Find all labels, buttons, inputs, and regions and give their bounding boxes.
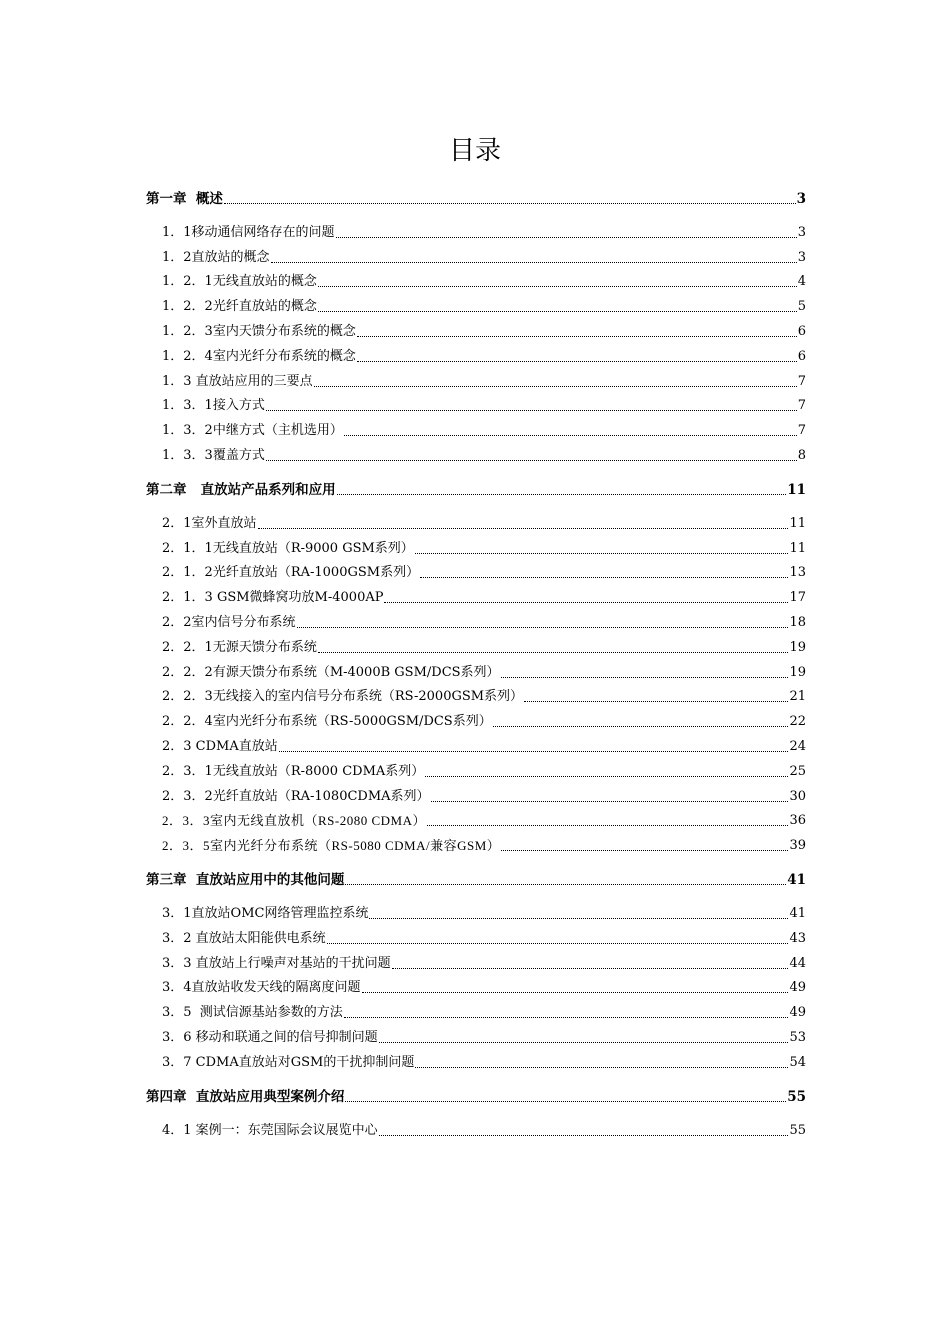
toc-page-number: 7: [797, 398, 806, 414]
toc-section-entry[interactable]: [146, 972, 806, 997]
toc-entry-label: 2．1．1无线直放站（R-9000 GSM系列）: [162, 540, 414, 556]
toc-dot-leader: [344, 434, 797, 436]
toc-page-number: 18: [789, 614, 806, 630]
toc-page-number: 55: [789, 1122, 806, 1138]
toc-section-entry[interactable]: [146, 755, 806, 780]
toc-dot-leader: [258, 527, 789, 529]
toc-entry-label: 第三章 直放站应用中的其他问题: [146, 872, 345, 889]
toc-entry-label: 1．2直放站的概念: [162, 249, 270, 265]
toc-page-number: 54: [789, 1054, 806, 1070]
toc-entry-label: 1．3．2中继方式（主机选用）: [162, 423, 343, 439]
toc-dot-leader: [327, 942, 789, 944]
toc-entry-label: 1．2．2光纤直放站的概念: [162, 299, 317, 315]
toc-chapter-entry[interactable]: [146, 863, 806, 888]
toc-dot-leader: [279, 750, 789, 752]
toc-section-entry[interactable]: [146, 656, 806, 681]
toc-section-entry[interactable]: [146, 780, 806, 805]
toc-entry-label: 1．2．3室内天馈分布系统的概念: [162, 323, 356, 339]
toc-dot-leader: [379, 1134, 789, 1136]
toc-entry-label: 2．1．3 GSM微蜂窝功放M-4000AP: [162, 590, 384, 606]
toc-entry-label: 1．2．1无线直放站的概念: [162, 274, 317, 290]
toc-dot-leader: [271, 261, 797, 263]
toc-section-entry[interactable]: [146, 532, 806, 557]
toc-chapter-entry[interactable]: [146, 473, 806, 498]
toc-chapter-entry[interactable]: [146, 1080, 806, 1105]
toc-entry-label: 3．7 CDMA直放站对GSM的干扰抑制问题: [162, 1054, 415, 1070]
toc-page-number: 19: [789, 664, 806, 680]
toc-section-entry[interactable]: [146, 315, 806, 340]
toc-dot-leader: [420, 576, 788, 578]
toc-page-number: 22: [789, 714, 806, 730]
toc-chapter-entry[interactable]: [146, 182, 806, 207]
toc-dot-leader: [345, 1100, 786, 1102]
toc-section-entry[interactable]: [146, 266, 806, 291]
toc-section-entry[interactable]: [146, 805, 806, 830]
toc-section-entry[interactable]: [146, 897, 806, 922]
toc-page-number: 49: [789, 1005, 806, 1021]
toc-dot-leader: [392, 967, 789, 969]
toc-entry-label: 1．2．4室内光纤分布系统的概念: [162, 348, 356, 364]
toc-dot-leader: [524, 700, 788, 702]
toc-dot-leader: [266, 409, 797, 411]
toc-page-number: 3: [797, 249, 806, 265]
toc-entry-label: 2．2．2有源天馈分布系统（M-4000B GSM/DCS系列）: [162, 664, 500, 680]
toc-dot-leader: [369, 917, 788, 919]
toc-entry-label: 第四章 直放站应用典型案例介绍: [146, 1088, 345, 1105]
toc-entry-label: 1．3．1接入方式: [162, 398, 265, 414]
table-of-contents: [146, 182, 806, 1139]
toc-page-number: 24: [789, 738, 806, 754]
toc-page-number: 36: [789, 813, 806, 829]
toc-dot-leader: [427, 824, 788, 826]
toc-dot-leader: [493, 725, 789, 727]
toc-dot-leader: [318, 310, 797, 312]
toc-section-entry[interactable]: [146, 1046, 806, 1071]
toc-dot-leader: [379, 1041, 789, 1043]
toc-entry-label: 2．2．1无源天馈分布系统: [162, 639, 317, 655]
toc-page-number: 4: [797, 274, 806, 290]
toc-entry-label: 2．2室内信号分布系统: [162, 614, 296, 630]
toc-entry-label: 2．3．2光纤直放站（RA-1080CDMA系列）: [162, 788, 430, 804]
toc-entry-label: 2．1．2光纤直放站（RA-1000GSM系列）: [162, 565, 420, 581]
toc-dot-leader: [336, 236, 797, 238]
toc-entry-label: 1．1移动通信网络存在的问题: [162, 224, 335, 240]
toc-page-number: 41: [787, 872, 806, 889]
toc-section-entry[interactable]: [146, 365, 806, 390]
toc-dot-leader: [318, 651, 789, 653]
toc-section-entry[interactable]: [146, 705, 806, 730]
toc-entry-label: 3．4直放站收发天线的隔离度问题: [162, 980, 361, 996]
toc-entry-label: 2．3．3室内无线直放机（RS-2080 CDMA）: [162, 813, 426, 829]
toc-section-entry[interactable]: [146, 829, 806, 854]
toc-page-number: 49: [789, 980, 806, 996]
toc-entry-label: 2．2．4室内光纤分布系统（RS-5000GSM/DCS系列）: [162, 714, 492, 730]
toc-section-entry[interactable]: [146, 631, 806, 656]
toc-page-number: 25: [789, 763, 806, 779]
toc-dot-leader: [501, 849, 788, 851]
toc-page-number: 3: [797, 224, 806, 240]
toc-page-number: 11: [787, 481, 806, 498]
toc-entry-label: 3．3 直放站上行噪声对基站的干扰问题: [162, 955, 391, 971]
toc-entry-label: 2．2．3无线接入的室内信号分布系统（RS-2000GSM系列）: [162, 689, 524, 705]
toc-entry-label: 4．1 案例一：东莞国际会议展览中心: [162, 1122, 378, 1138]
toc-section-entry[interactable]: [146, 507, 806, 532]
toc-dot-leader: [362, 991, 789, 993]
toc-dot-leader: [344, 1016, 789, 1018]
toc-page-number: 21: [789, 689, 806, 705]
toc-page-number: 3: [796, 191, 806, 207]
toc-dot-leader: [501, 676, 789, 678]
toc-dot-leader: [337, 493, 787, 495]
toc-entry-label: 1．3．3覆盖方式: [162, 447, 265, 463]
toc-page-number: 8: [797, 447, 806, 463]
toc-dot-leader: [314, 385, 797, 387]
toc-entry-label: 3．1直放站OMC网络管理监控系统: [162, 905, 369, 921]
toc-entry-label: 3．6 移动和联通之间的信号抑制问题: [162, 1029, 378, 1045]
toc-page-number: 7: [797, 373, 806, 389]
page-title: 目录: [448, 136, 501, 166]
toc-page-number: 11: [789, 540, 806, 556]
toc-section-entry[interactable]: [146, 681, 806, 706]
toc-section-entry[interactable]: [146, 340, 806, 365]
toc-section-entry[interactable]: [146, 439, 806, 464]
toc-page-number: 55: [787, 1088, 806, 1105]
toc-dot-leader: [297, 626, 789, 628]
toc-dot-leader: [415, 552, 789, 554]
toc-entry-label: 2．3．1无线直放站（R-8000 CDMA系列）: [162, 763, 425, 779]
toc-page-number: 11: [789, 515, 806, 531]
toc-page-number: 5: [797, 299, 806, 315]
toc-page-number: 53: [789, 1029, 806, 1045]
toc-dot-leader: [345, 883, 786, 885]
toc-section-entry[interactable]: [146, 414, 806, 439]
toc-page-number: 7: [797, 423, 806, 439]
toc-dot-leader: [415, 1066, 788, 1068]
toc-dot-leader: [357, 360, 797, 362]
toc-page-number: 13: [789, 565, 806, 581]
toc-page-number: 6: [797, 348, 806, 364]
toc-section-entry[interactable]: [146, 1114, 806, 1139]
toc-page-number: 39: [789, 838, 806, 854]
toc-page-number: 44: [789, 955, 806, 971]
toc-page-number: 30: [789, 788, 806, 804]
toc-page-number: 6: [797, 323, 806, 339]
toc-section-entry[interactable]: [146, 730, 806, 755]
toc-page-number: 43: [789, 930, 806, 946]
toc-section-entry[interactable]: [146, 241, 806, 266]
toc-entry-label: 3．2 直放站太阳能供电系统: [162, 930, 326, 946]
toc-dot-leader: [357, 335, 797, 337]
toc-section-entry[interactable]: [146, 290, 806, 315]
toc-section-entry[interactable]: [146, 947, 806, 972]
toc-entry-label: 2．3 CDMA直放站: [162, 738, 278, 754]
toc-entry-label: 第一章 概述: [146, 191, 223, 207]
toc-section-entry[interactable]: [146, 606, 806, 631]
toc-section-entry[interactable]: [146, 581, 806, 606]
toc-section-entry[interactable]: [146, 1021, 806, 1046]
toc-section-entry[interactable]: [146, 216, 806, 241]
toc-section-entry[interactable]: [146, 557, 806, 582]
toc-dot-leader: [224, 202, 796, 204]
toc-section-entry[interactable]: [146, 390, 806, 415]
toc-dot-leader: [384, 601, 788, 603]
toc-dot-leader: [266, 459, 797, 461]
toc-dot-leader: [431, 800, 789, 802]
toc-page-number: 17: [789, 590, 806, 606]
toc-section-entry[interactable]: [146, 922, 806, 947]
toc-entry-label: 2．1室外直放站: [162, 515, 257, 531]
toc-dot-leader: [425, 775, 788, 777]
toc-entry-label: 3．5 测试信源基站参数的方法: [162, 1005, 343, 1021]
toc-section-entry[interactable]: [146, 996, 806, 1021]
toc-entry-label: 1．3 直放站应用的三要点: [162, 373, 313, 389]
toc-entry-label: 2．3．5室内光纤分布系统（RS-5080 CDMA/兼容GSM）: [162, 838, 501, 854]
toc-page-number: 41: [789, 905, 806, 921]
toc-entry-label: 第二章 直放站产品系列和应用: [146, 481, 336, 498]
toc-dot-leader: [318, 285, 797, 287]
toc-page-number: 19: [789, 639, 806, 655]
